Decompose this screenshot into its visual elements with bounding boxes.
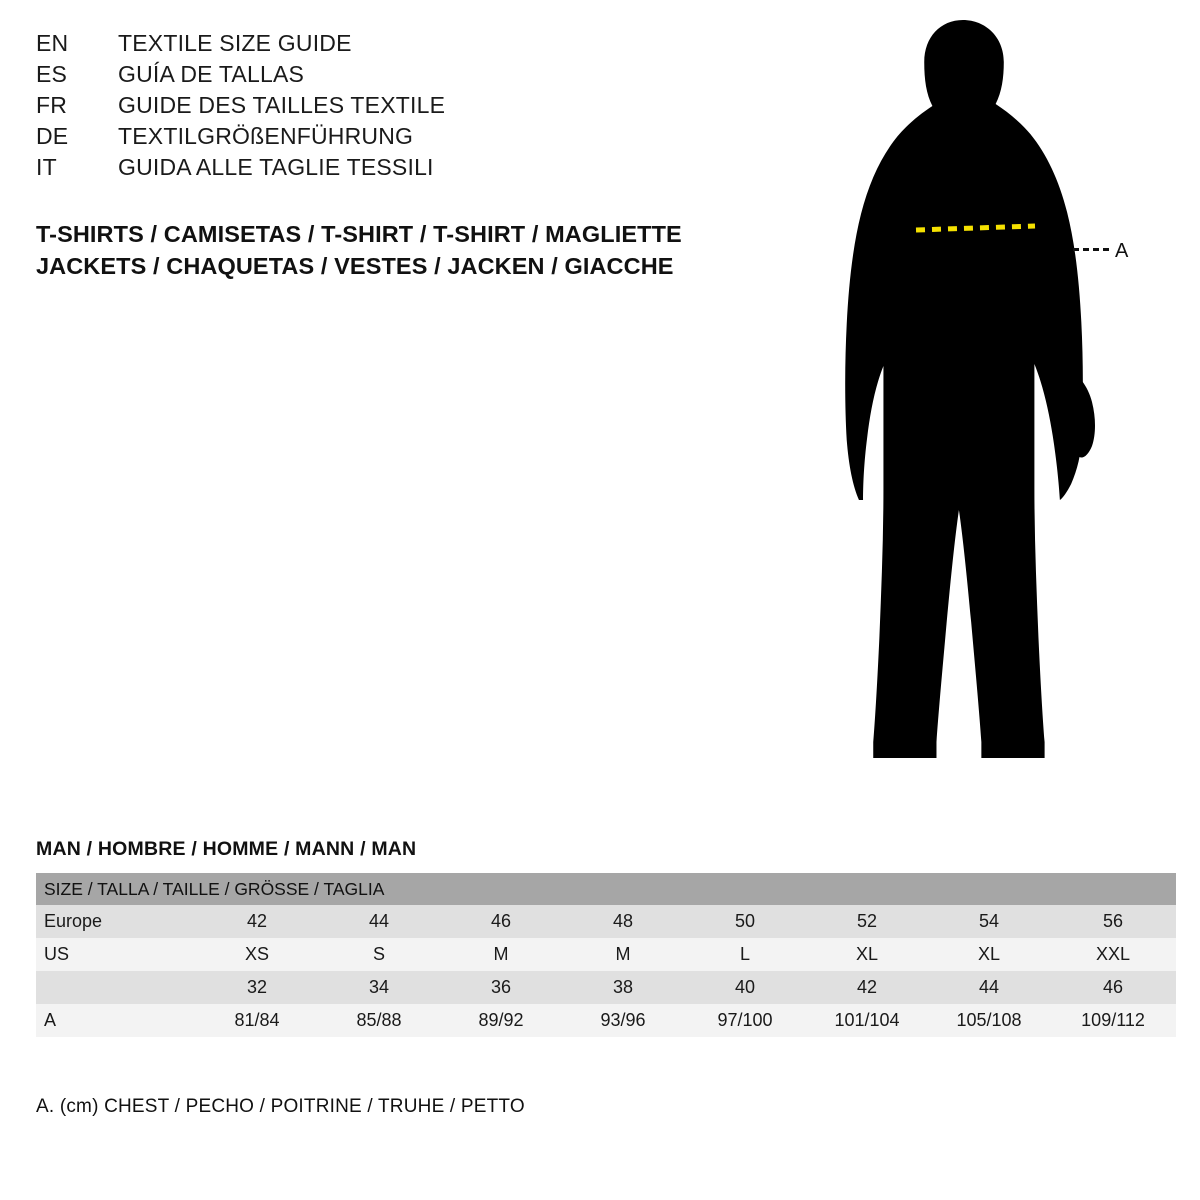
table-cell: 48	[562, 905, 684, 938]
table-cell: L	[684, 938, 806, 971]
table-cell: 44	[318, 905, 440, 938]
table-cell: S	[318, 938, 440, 971]
chest-measure-line	[820, 18, 1180, 788]
language-list	[36, 30, 736, 185]
table-header-label: SIZE / TALLA / TAILLE / GRÖSSE / TAGLIA	[36, 873, 1176, 905]
row-label: A	[36, 1004, 196, 1037]
table-cell: 97/100	[684, 1004, 806, 1037]
row-label	[36, 971, 196, 1004]
table-cell: 54	[928, 905, 1050, 938]
language-code: IT	[36, 154, 57, 180]
table-cell: M	[440, 938, 562, 971]
table-cell: 46	[440, 905, 562, 938]
table-cell: 36	[440, 971, 562, 1004]
size-table	[36, 873, 1176, 1037]
language-code: FR	[36, 92, 68, 118]
language-text: GUIDE DES TAILLES TEXTILE	[118, 92, 446, 118]
table-row	[36, 938, 1176, 971]
table-cell: 109/112	[1050, 1004, 1176, 1037]
language-code: EN	[36, 30, 69, 56]
table-cell: 46	[1050, 971, 1176, 1004]
table-cell: 38	[562, 971, 684, 1004]
language-text: TEXTILGRÖßENFÜHRUNG	[118, 123, 414, 149]
table-cell: 50	[684, 905, 806, 938]
table-cell: XXL	[1050, 938, 1176, 971]
language-row	[36, 30, 736, 61]
table-cell: 42	[196, 905, 318, 938]
table-header-row	[36, 873, 1176, 905]
table-cell: 52	[806, 905, 928, 938]
row-label: Europe	[36, 905, 196, 938]
language-row	[36, 123, 736, 154]
table-cell: 34	[318, 971, 440, 1004]
table-footnote: A. (cm) CHEST / PECHO / POITRINE / TRUHE / PETTO	[36, 1096, 525, 1117]
table-cell: 44	[928, 971, 1050, 1004]
table-cell: M	[562, 938, 684, 971]
language-text: GUÍA DE TALLAS	[118, 61, 305, 87]
measure-label-a: A	[1115, 240, 1129, 262]
language-row	[36, 92, 736, 123]
table-cell: XL	[928, 938, 1050, 971]
category-jackets: JACKETS / CHAQUETAS / VESTES / JACKEN / GIACCHE	[36, 253, 674, 279]
language-row	[36, 154, 736, 185]
table-row	[36, 905, 1176, 938]
table-row	[36, 1004, 1176, 1037]
row-label: US	[36, 938, 196, 971]
table-cell: 40	[684, 971, 806, 1004]
table-cell: XL	[806, 938, 928, 971]
language-text: TEXTILE SIZE GUIDE	[118, 30, 352, 56]
language-code: ES	[36, 61, 68, 87]
garment-categories	[36, 218, 796, 282]
table-cell: 105/108	[928, 1004, 1050, 1037]
table-cell: 32	[196, 971, 318, 1004]
measure-leader-line	[1073, 248, 1109, 251]
table-cell: 85/88	[318, 1004, 440, 1037]
body-figure	[820, 18, 1180, 788]
category-tshirts: T-SHIRTS / CAMISETAS / T-SHIRT / T-SHIRT / MAGLIETTE	[36, 221, 682, 247]
table-cell: XS	[196, 938, 318, 971]
language-row	[36, 61, 736, 92]
language-code: DE	[36, 123, 69, 149]
size-table-section	[36, 838, 1176, 1037]
table-cell: 93/96	[562, 1004, 684, 1037]
table-cell: 101/104	[806, 1004, 928, 1037]
table-cell: 56	[1050, 905, 1176, 938]
table-row	[36, 971, 1176, 1004]
table-cell: 42	[806, 971, 928, 1004]
table-section-title: MAN / HOMBRE / HOMME / MANN / MAN	[36, 838, 417, 860]
table-cell: 81/84	[196, 1004, 318, 1037]
language-text: GUIDA ALLE TAGLIE TESSILI	[118, 154, 434, 180]
table-cell: 89/92	[440, 1004, 562, 1037]
